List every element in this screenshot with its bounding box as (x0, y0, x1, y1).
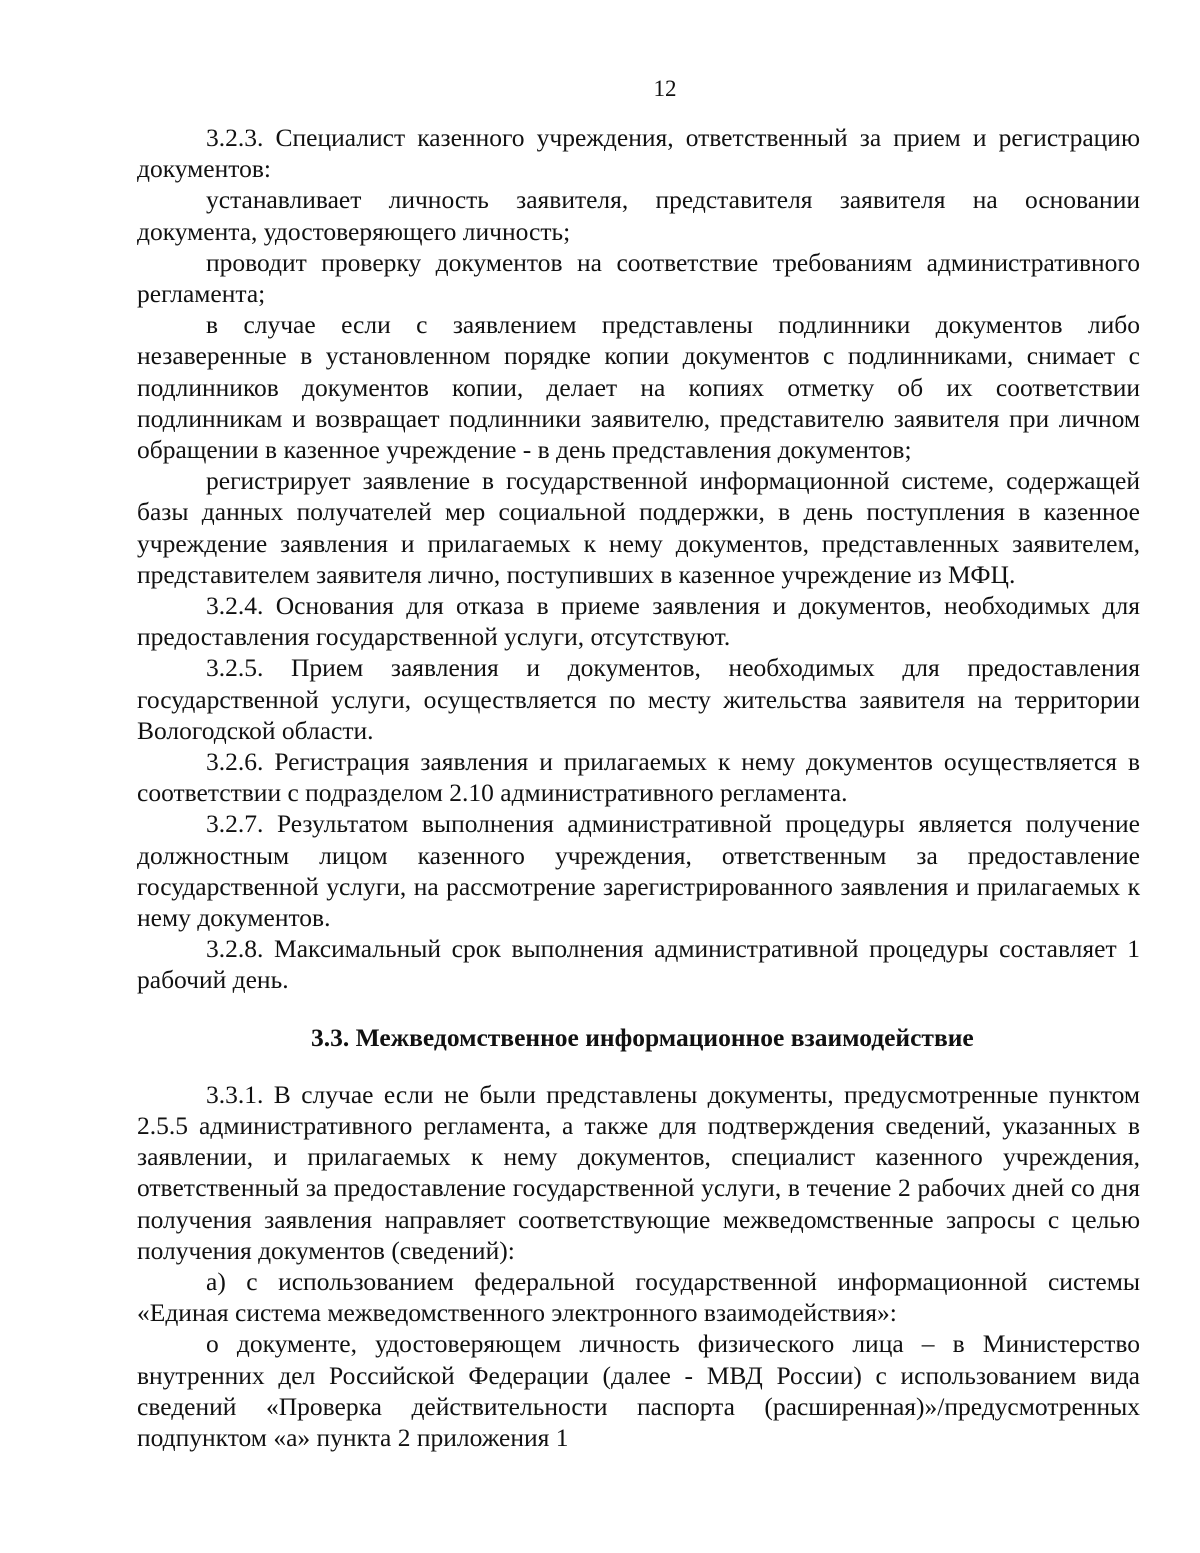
paragraph-3-3-1: 3.3.1. В случае если не были представлены документы, предусмотренные пунктом 2.5.5 административного регламента, а также для подтверждения сведений, указанных в заявлении, и прилагаемых к нему документов, специалист казенного учреждения, ответственный за предоставление государственной услуги, в течение 2 рабочих дней со дня получения заявления направляет соответствующие межведомственные запросы с целью получения документов (сведений): (137, 1079, 1140, 1265)
paragraph-3-2-7: 3.2.7. Результатом выполнения административной процедуры является получение должностным лицом казенного учреждения, ответственным за предоставление государственной услуги, на рассмотрение зарегистрированного заявления и прилагаемых к нему документов. (137, 809, 1140, 933)
paragraph-3-2-8: 3.2.8. Максимальный срок выполнения административной процедуры составляет 1 рабочий день. (137, 934, 1140, 995)
page-content (137, 122, 1140, 1453)
paragraph-3-2-3: 3.2.3. Специалист казенного учреждения, ответственный за прием и регистрацию документов: (137, 123, 1140, 184)
paragraph-document-check: проводит проверку документов на соответствие требованиям административного регламента; (137, 247, 1140, 309)
paragraph-identity-check: устанавливает личность заявителя, представителя заявителя на основании документа, удостоверяющего личность; (137, 185, 1140, 246)
section-heading: 3.3. Межведомственное информационное взаимодействие (311, 1022, 974, 1052)
paragraph-3-2-6: 3.2.6. Регистрация заявления и прилагаемых к нему документов осуществляется в соответствии с подразделом 2.10 административного регламента. (137, 747, 1140, 808)
page-number: 12 (653, 76, 677, 101)
paragraph-smev: а) с использованием федеральной государственной информационной системы «Единая система межведомственного электронного взаимодействия»: (137, 1266, 1140, 1328)
paragraph-3-2-5: 3.2.5. Прием заявления и документов, необходимых для предоставления государственной услуги, осуществляется по месту жительства заявителя на территории Вологодской области. (137, 653, 1140, 745)
paragraph-identity-document: о документе, удостоверяющем личность физического лица – в Министерство внутренних дел Российской Федерации (далее - МВД России) с использованием вида сведений «Проверка действительности паспорта (расширенная)»/предусмотренных подпунктом «а» пункта 2 приложения 1 (137, 1329, 1140, 1452)
paragraph-3-2-4: 3.2.4. Основания для отказа в приеме заявления и документов, необходимых для предоставления государственной услуги, отсутствуют. (137, 591, 1140, 652)
paragraph-registration: регистрирует заявление в государственной информационной системе, содержащей базы данных получателей мер социальной поддержки, в день поступления в казенное учреждение заявления и прилагаемых к нему документов, представленных заявителем, представителем заявителя лично, поступивших в казенное учреждение из МФЦ. (137, 466, 1140, 589)
paragraph-originals-copies: в случае если с заявлением представлены подлинники документов либо незаверенные в установленном порядке копии документов с подлинниками, снимает с подлинников документов копии, делает на копиях отметку об их соответствии подлинникам и возвращает подлинники заявителю, представителю заявителя при личном обращении в казенное учреждение - в день представления документов; (137, 310, 1140, 465)
